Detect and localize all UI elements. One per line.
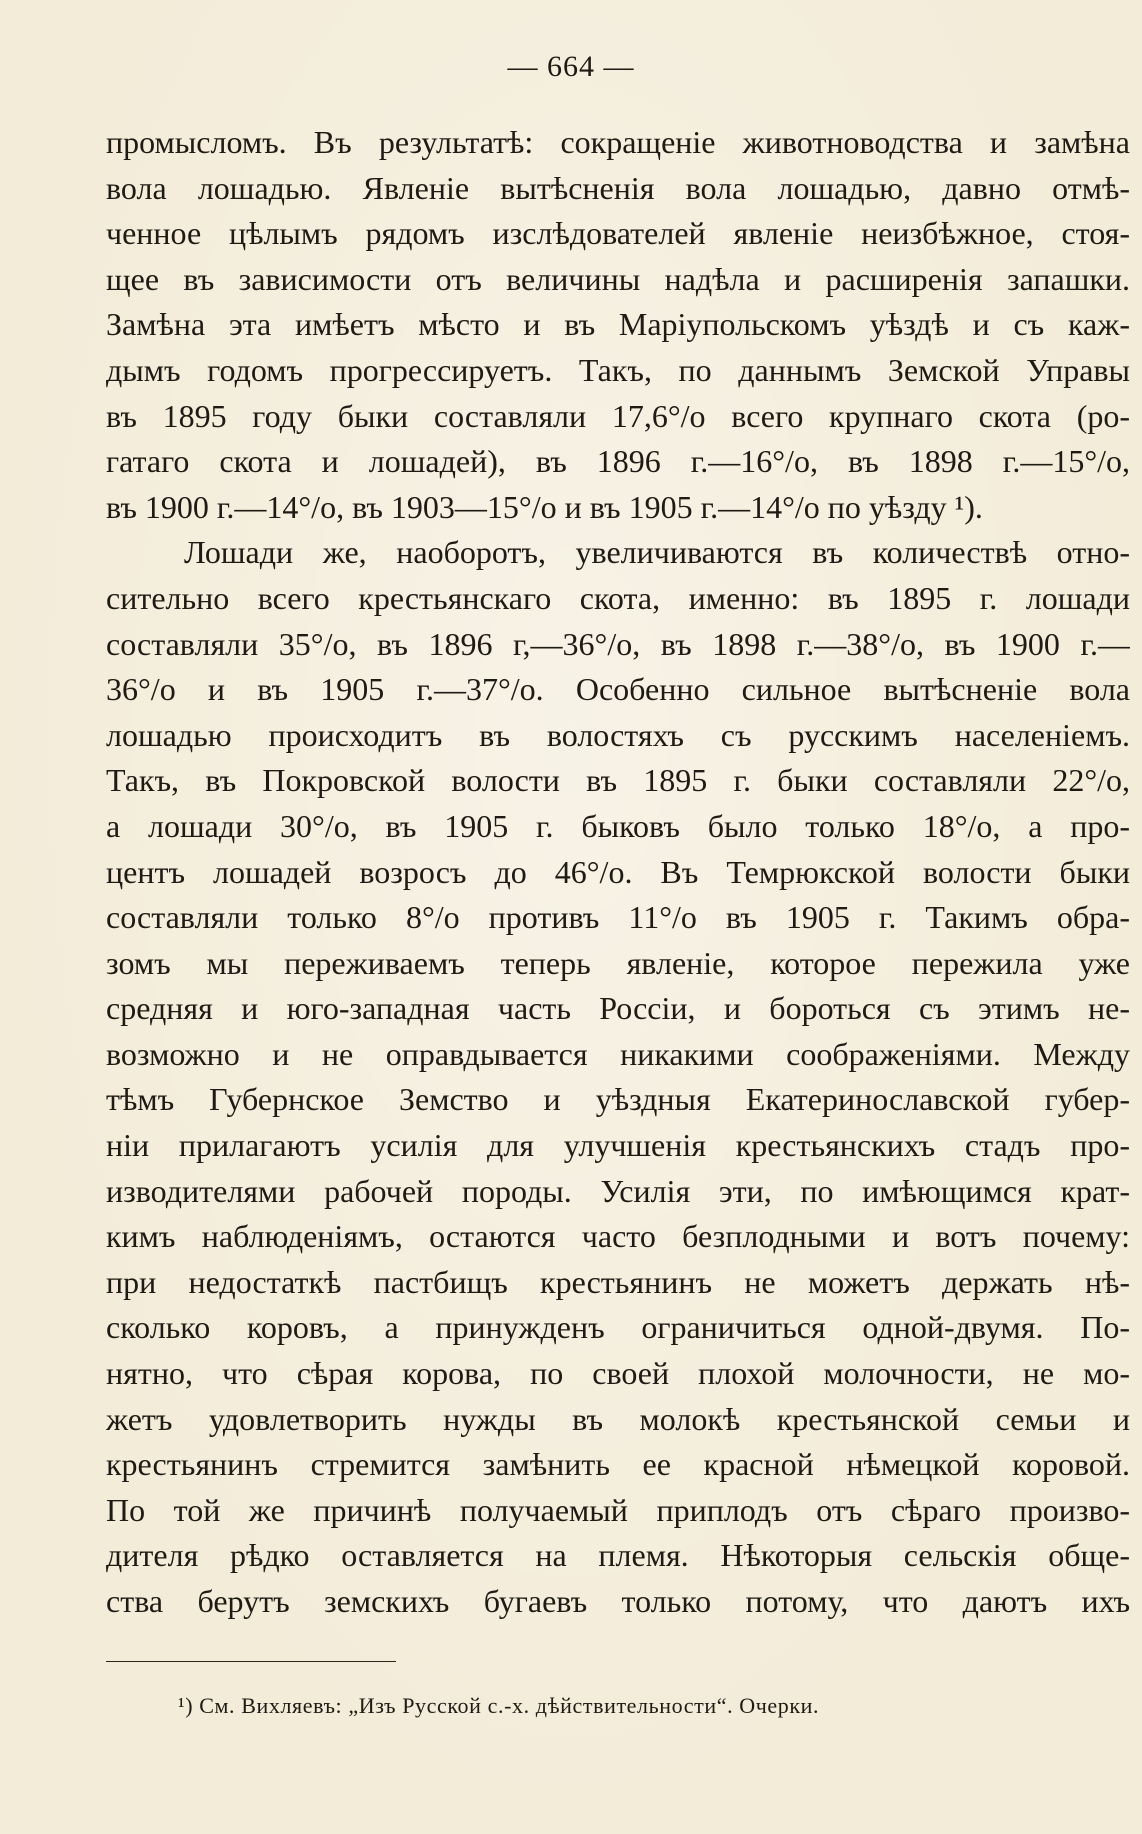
footnote: ¹) См. Вихляевъ: „Изъ Русской с.-х. дѣйствительности“. Очерки.	[178, 1693, 820, 1718]
text-line: составляли только 8°/о противъ 11°/о въ 1905 г. Такимъ обра-	[106, 899, 1130, 936]
text-line: крестьянинъ стремится замѣнить ее красной нѣмецкой коровой.	[106, 1446, 1130, 1483]
text-line: составляли 35°/о, въ 1896 г,—36°/о, въ 1898 г.—38°/о, въ 1900 г.—	[106, 625, 1130, 662]
text-line: 36°/о и въ 1905 г.—37°/о. Особенно сильное вытѣсненіе вола	[106, 671, 1130, 708]
text-line: изводителями рабочей породы. Усилія эти, по имѣющимся крат-	[106, 1172, 1130, 1209]
text-line: промысломъ. Въ результатѣ: сокращеніе животноводства и замѣна	[106, 124, 1130, 160]
text-line: щее въ зависимости отъ величины надѣла и расширенія запашки.	[106, 260, 1130, 297]
text-line: сколько коровъ, а принужденъ ограничиться одной-двумя. По-	[106, 1309, 1130, 1346]
footnote-divider	[106, 1661, 396, 1662]
text-line: а лошади 30°/о, въ 1905 г. быковъ было только 18°/о, а про-	[106, 807, 1130, 844]
text-line: жетъ удовлетворить нужды въ молокѣ крестьянской семьи и	[106, 1400, 1130, 1437]
text-line: ства берутъ земскихъ бугаевъ только потому, что даютъ ихъ	[106, 1583, 1130, 1619]
text-line: Такъ, въ Покровской волости въ 1895 г. быки составляли 22°/о,	[106, 762, 1130, 799]
text-line: ніи прилагаютъ усилія для улучшенія крестьянскихъ стадъ про-	[106, 1127, 1130, 1164]
text-line: вола лошадью. Явленіе вытѣсненія вола лошадью, давно отмѣ-	[106, 169, 1130, 206]
text-line: дымъ годомъ прогрессируетъ. Такъ, по даннымъ Земской Управы	[106, 351, 1130, 388]
text-line: По той же причинѣ получаемый приплодъ отъ сѣраго произво-	[106, 1491, 1130, 1528]
text-line: въ 1895 году быки составляли 17,6°/о всего крупнаго скота (ро-	[106, 397, 1130, 434]
text-line: зомъ мы переживаемъ теперь явленіе, которое пережила уже	[106, 944, 1130, 981]
text-line: средняя и юго-западная часть Россіи, и бороться съ этимъ не-	[106, 990, 1130, 1027]
text-line: дителя рѣдко оставляется на племя. Нѣкоторыя сельскія обще-	[106, 1537, 1130, 1574]
text-line: лошадью происходитъ въ волостяхъ съ русскимъ населеніемъ.	[106, 716, 1130, 753]
text-line: ченное цѣлымъ рядомъ изслѣдователей явленіе неизбѣжное, стоя-	[106, 215, 1130, 252]
text-line: возможно и не оправдывается никакими соображеніями. Между	[106, 1035, 1130, 1072]
body-text	[106, 120, 1130, 1625]
text-line: нятно, что сѣрая корова, по своей плохой молочности, не мо-	[106, 1355, 1130, 1392]
text-line: Лошади же, наоборотъ, увеличиваются въ количествѣ отно-	[184, 534, 1130, 571]
text-line: тѣмъ Губернское Земство и уѣздныя Екатеринославской губер-	[106, 1081, 1130, 1118]
text-line: кимъ наблюденіямъ, остаются часто безплодными и вотъ почему:	[106, 1218, 1130, 1255]
text-line: при недостаткѣ пастбищъ крестьянинъ не можетъ держать нѣ-	[106, 1263, 1130, 1300]
text-line: сительно всего крестьянскаго скота, именно: въ 1895 г. лошади	[106, 579, 1130, 616]
text-line: гатаго скота и лошадей), въ 1896 г.—16°/о, въ 1898 г.—15°/о,	[106, 443, 1130, 480]
text-line: Замѣна эта имѣетъ мѣсто и въ Маріупольскомъ уѣздѣ и съ каж-	[106, 306, 1130, 343]
page-number: — 664 —	[507, 50, 635, 83]
text-line: въ 1900 г.—14°/о, въ 1903—15°/о и въ 1905 г.—14°/о по уѣзду ¹).	[106, 488, 983, 525]
text-line: центъ лошадей возросъ до 46°/о. Въ Темрюкской волости быки	[106, 853, 1130, 890]
